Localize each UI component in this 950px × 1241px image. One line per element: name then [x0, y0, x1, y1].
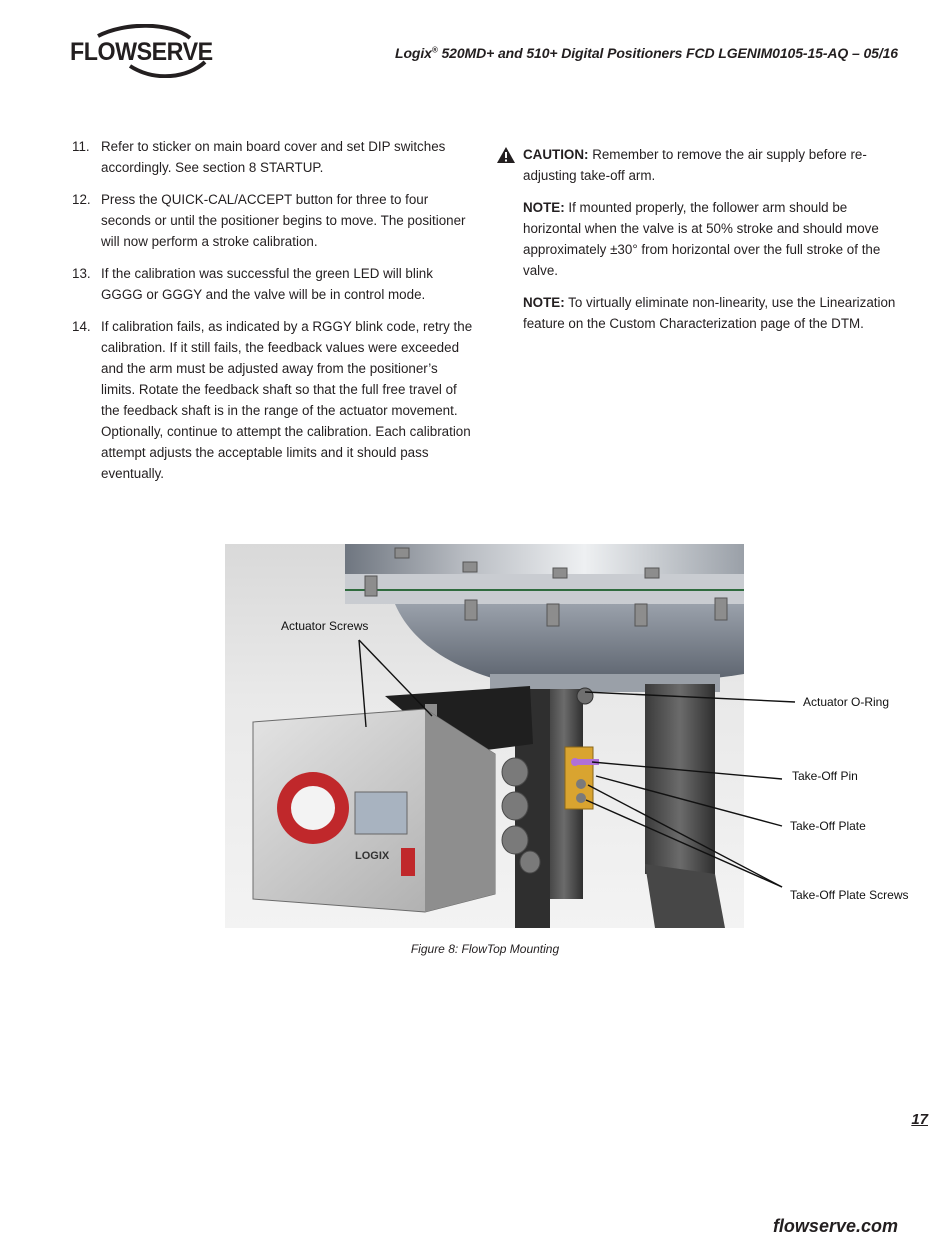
note-block — [523, 197, 897, 281]
callout-takeoff-plate: Take-Off Plate — [790, 819, 866, 833]
flowserve-logo — [70, 24, 212, 78]
caution-block — [497, 144, 897, 186]
flowtop-mounting-figure — [225, 544, 744, 928]
note-label: NOTE: — [523, 295, 565, 310]
caution-label: CAUTION: — [523, 147, 589, 162]
title-product: Logix — [395, 45, 432, 61]
title-registered-mark: ® — [431, 45, 438, 55]
callout-actuator-oring: Actuator O-Ring — [803, 695, 890, 709]
figure-caption: Figure 8: FlowTop Mounting — [410, 942, 560, 956]
note-block — [523, 292, 897, 334]
notes-column — [497, 144, 897, 345]
step-number: 12. — [72, 192, 91, 207]
callout-takeoff-plate-screws: Take-Off Plate Screws — [790, 888, 909, 902]
callout-actuator-screws: Actuator Screws — [281, 619, 369, 633]
note-body: To virtually eliminate non-linearity, use the Linearization feature on the Custom Characterization page of the DTM. — [523, 295, 896, 331]
callout-takeoff-pin: Take-Off Pin — [792, 769, 858, 783]
steps-list — [72, 136, 474, 495]
step-item — [72, 316, 474, 484]
step-item — [72, 136, 474, 178]
logo-wordmark: FLOWSERVE — [70, 38, 213, 66]
step-text: If calibration fails, as indicated by a RGGY blink code, retry the calibration. If it still fails, the feedback values were exceeded and the arm must be adjusted away from the positioner’s limits. Rotate the feedback shaft so that the full free travel of the feedback shaft is in the range of the actuator movement. Optionally, continue to attempt the calibration. Each calibration attempt adjusts the acceptable limits and it should pass eventually. — [101, 319, 473, 481]
step-text: If the calibration was successful the green LED will blink GGGG or GGGY and the valve will be in control mode. — [101, 266, 433, 302]
step-text: Refer to sticker on main board cover and set DIP switches accordingly. See section 8 STARTUP. — [101, 139, 446, 175]
positioner-illustration — [225, 544, 744, 928]
step-item — [72, 189, 474, 252]
caution-text — [523, 144, 897, 186]
footer-website: flowserve.com — [772, 1216, 898, 1236]
step-number: 13. — [72, 266, 91, 281]
caution-body: Remember to remove the air supply before re-adjusting take-off arm. — [523, 147, 867, 183]
page-number: 17 — [911, 1111, 928, 1128]
step-item — [72, 263, 474, 305]
step-text: Press the QUICK-CAL/ACCEPT button for three to four seconds or until the positioner begins to move. The positioner will now perform a stroke calibration. — [101, 192, 466, 249]
note-label: NOTE: — [523, 200, 565, 215]
step-number: 14. — [72, 319, 91, 334]
step-number: 11. — [72, 139, 90, 154]
title-rest: 520MD+ and 510+ Digital Positioners FCD LGENIM0105-15-AQ – 05/16 — [437, 45, 898, 61]
note-body: If mounted properly, the follower arm should be horizontal when the valve is at 50% stroke and should move approximately ±30° from horizontal over the full stroke of the valve. — [523, 200, 881, 278]
document-title — [395, 45, 898, 61]
device-brand-label: LOGIX — [355, 850, 390, 862]
warning-triangle-icon — [497, 144, 523, 186]
